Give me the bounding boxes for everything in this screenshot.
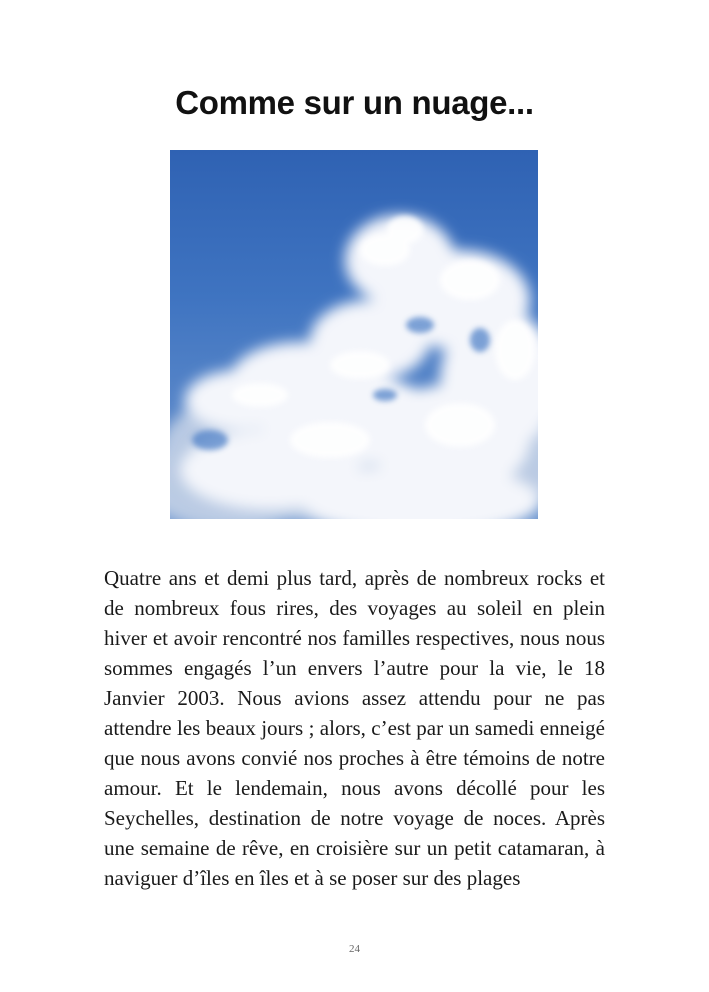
cloud-sky-photo [170,150,538,519]
cloud-icon [170,150,538,519]
page-title: Comme sur un nuage... [175,84,534,121]
body-paragraph: Quatre ans et demi plus tard, après de nombreux rocks et de nombreux fous rires, des voyages au soleil en plein hiver et avoir rencontré nos familles respectives, nous nous sommes engagés l’un envers l’autre pour la vie, le 18 Janvier 2003. Nous avions assez attendu pour ne pas attendre les beaux jours ; alors, c’est par un samedi enneigé que nous avons convié nos proches à être témoins de notre amour. Et le lendemain, nous avons décollé pour les Seychelles, destination de notre voyage de noces. Après une semaine de rêve, en croisière sur un petit catamaran, à naviguer d’îles en îles et à se poser sur des plages [104,566,605,890]
page-number: 24 [349,943,360,955]
